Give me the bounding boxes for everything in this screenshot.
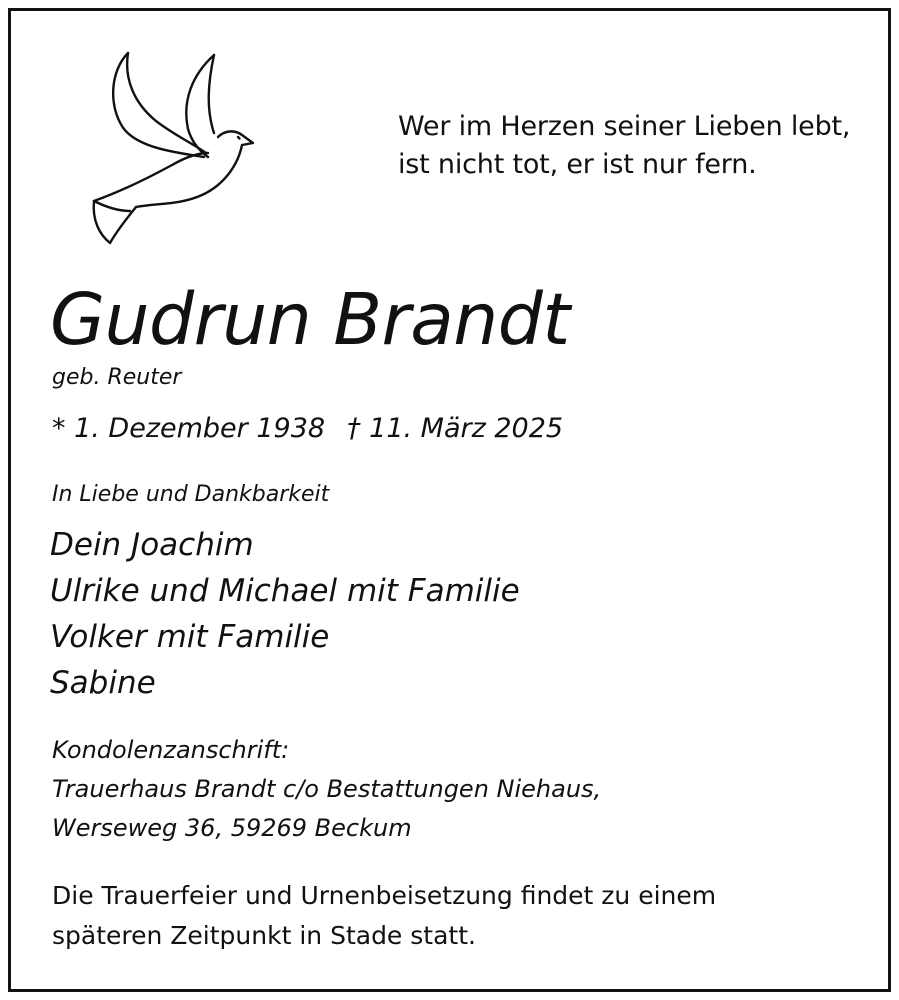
maiden-name: geb. Reuter: [52, 365, 182, 390]
funeral-notice-line-2: späteren Zeitpunkt in Stade statt.: [52, 921, 476, 950]
life-dates: [52, 413, 563, 444]
condolence-address: [52, 731, 601, 848]
condolence-line-1: Trauerhaus Brandt c/o Bestattungen Niehaus,: [52, 775, 602, 803]
funeral-notice: [52, 876, 716, 956]
quote-line-1: Wer im Herzen seiner Lieben lebt,: [398, 111, 851, 142]
deceased-name: Gudrun Brandt: [50, 278, 570, 361]
mourner-name: Sabine: [50, 665, 156, 701]
death-date: † 11. März 2025: [347, 413, 564, 444]
mourner-name: Ulrike und Michael mit Familie: [50, 573, 520, 609]
gratitude-line: In Liebe und Dankbarkeit: [52, 482, 330, 507]
mourner-name: Dein Joachim: [50, 527, 254, 563]
birth-date: * 1. Dezember 1938: [52, 413, 326, 444]
dove-icon: [88, 45, 263, 255]
condolence-heading: Kondolenzanschrift:: [52, 736, 290, 764]
memorial-quote: [398, 108, 850, 184]
condolence-line-2: Werseweg 36, 59269 Beckum: [52, 814, 412, 842]
funeral-notice-line-1: Die Trauerfeier und Urnenbeisetzung findet zu einem: [52, 881, 717, 910]
mourners-list: [50, 522, 520, 706]
mourner-name: Volker mit Familie: [50, 619, 330, 655]
quote-line-2: ist nicht tot, er ist nur fern.: [398, 149, 757, 180]
